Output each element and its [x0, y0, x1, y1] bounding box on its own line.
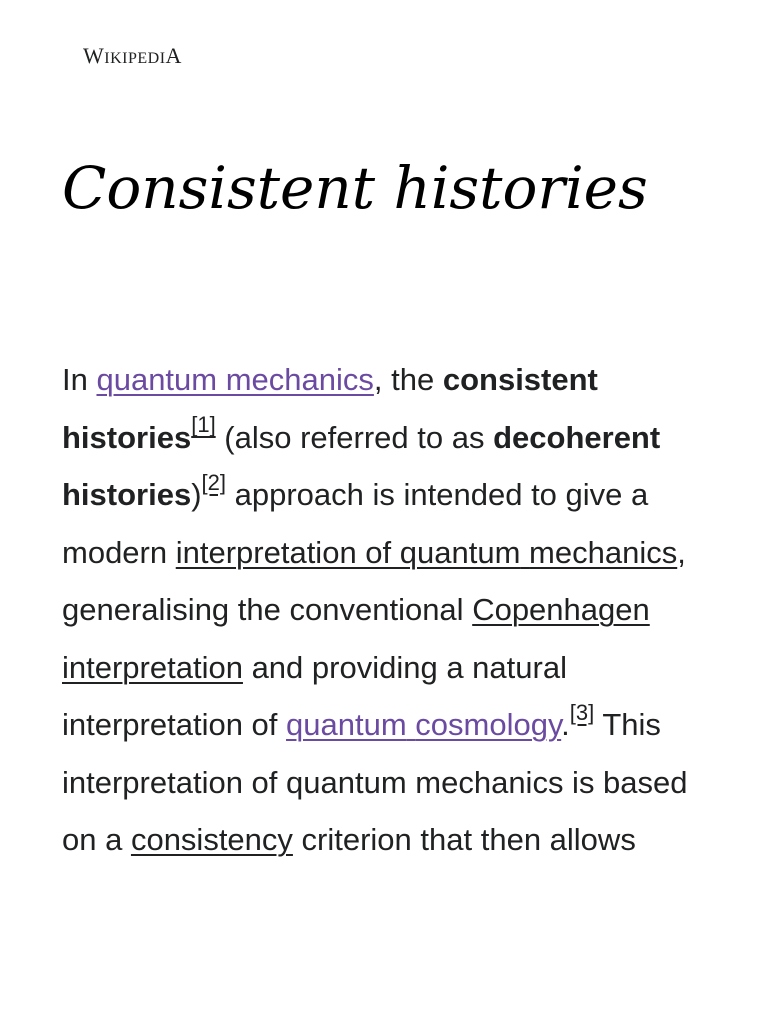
- text-segment: (also referred to as: [215, 419, 494, 455]
- wikipedia-wordmark[interactable]: [83, 42, 182, 73]
- reference-link-2[interactable]: [2]: [201, 469, 227, 495]
- bold-term: consistent: [442, 362, 598, 397]
- link-quantum-mechanics[interactable]: quantum mechanics: [96, 362, 374, 397]
- article-paragraph: [62, 351, 712, 869]
- link-copenhagen-interpretation[interactable]: Copenhagen interpretation: [62, 592, 650, 685]
- bold-term: decoherent: [493, 419, 661, 455]
- reference-2: [202, 470, 226, 495]
- link-text: [407, 707, 416, 742]
- wordmark-w: W: [83, 43, 105, 68]
- text-segment: and providing a natural interpretation of: [62, 649, 567, 742]
- link-interpretation-of-quantum-mechanics[interactable]: [176, 535, 677, 570]
- wordmark-a: A: [165, 43, 182, 68]
- reference-1: [191, 412, 215, 437]
- bold-term: histories: [62, 477, 192, 512]
- reference-link-3[interactable]: [3]: [569, 699, 595, 725]
- link-consistency[interactable]: consistency: [130, 822, 293, 857]
- link-text: mechanics: [529, 534, 678, 570]
- link-text: interpretation of quantum: [175, 534, 521, 570]
- link-text: quantum: [286, 707, 407, 742]
- link-text: [520, 535, 529, 570]
- text-segment: .: [561, 707, 570, 742]
- bold-term: histories: [62, 419, 192, 455]
- reference-link-1[interactable]: [1]: [191, 412, 216, 438]
- text-segment: approach is intended to give a modern: [62, 477, 649, 570]
- link-quantum-cosmology[interactable]: [286, 707, 561, 742]
- text-segment: ): [191, 477, 202, 512]
- text-segment: In: [62, 362, 97, 397]
- text-segment: , generalising the conventional: [62, 534, 686, 627]
- page-title: Consistent histories: [62, 154, 648, 222]
- text-segment: This interpretation of quantum mechanics is based on a: [62, 707, 688, 857]
- link-text: cosmology: [415, 707, 562, 742]
- text-segment: , the: [373, 362, 443, 397]
- wordmark-middle: IKIPEDI: [104, 50, 166, 67]
- reference-3: [570, 700, 594, 725]
- text-segment: criterion that then allows: [292, 822, 636, 857]
